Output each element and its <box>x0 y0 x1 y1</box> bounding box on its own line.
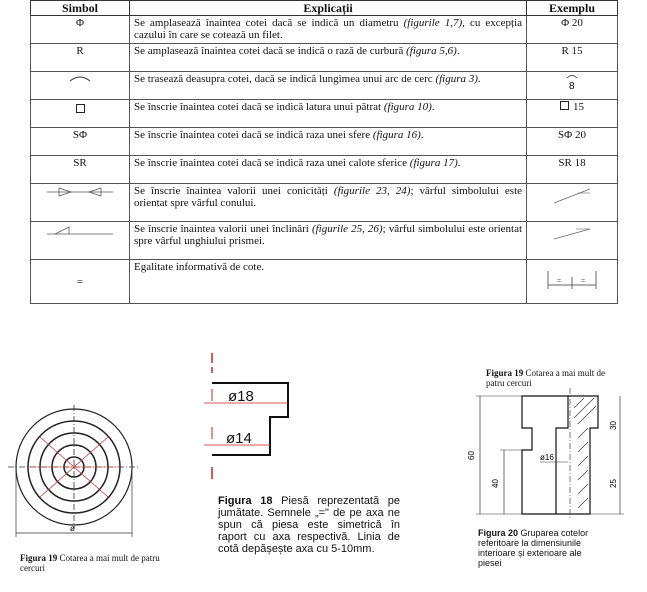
table-row <box>31 16 618 44</box>
symbol-cell <box>31 184 130 222</box>
example-cell <box>527 100 618 128</box>
explanation-cell: Se înscrie înaintea cotei dacă se indică raza unei sfere (figura 16). <box>130 128 527 156</box>
example-cell <box>527 222 618 260</box>
example-cell: R 15 <box>527 44 618 72</box>
fig20-dim-40: 40 <box>491 479 500 488</box>
fig20-dim-25: 25 <box>609 479 618 488</box>
table-row <box>31 156 618 184</box>
table-row <box>31 100 618 128</box>
example-cell: SR 18 <box>527 156 618 184</box>
equality-example-icon <box>546 267 598 293</box>
arc-example-icon <box>565 73 579 91</box>
figure-18-drawing <box>200 353 310 483</box>
svg-text:=: = <box>581 278 586 285</box>
inclination-symbol-icon <box>45 223 115 237</box>
header-symbol: Simbol <box>31 1 130 16</box>
fig19-dim-label: ø <box>70 524 75 533</box>
arc-symbol-icon <box>68 73 92 83</box>
figure-19-concentric-circles <box>0 405 160 547</box>
fig18-dim-top: ø18 <box>228 388 254 405</box>
square-symbol-icon <box>76 104 85 113</box>
example-cell <box>527 260 618 304</box>
fig20-dim-30: 30 <box>609 421 618 430</box>
example-cell: Φ 20 <box>527 16 618 44</box>
conicity-example-icon <box>550 185 594 207</box>
symbols-table <box>30 0 618 304</box>
table-header-row <box>31 1 618 16</box>
explanation-cell: Se înscrie înaintea valorii unei conicități (figurile 23, 24); vârful simbolului este orientat spre vârful conului. <box>130 184 527 222</box>
square-example-icon <box>560 101 569 110</box>
symbol-cell: Φ <box>31 16 130 44</box>
symbol-cell <box>31 72 130 100</box>
explanation-cell: Se amplasează înaintea cotei dacă se indică o rază de curbură (figura 5,6). <box>130 44 527 72</box>
example-cell <box>527 72 618 100</box>
table-row <box>31 184 618 222</box>
fig18-dim-bottom: ø14 <box>226 430 252 447</box>
explanation-cell: Se înscrie înaintea valorii unei înclinări (figurile 25, 26); vârful simbolului este orientat spre vârful unghiului prismei. <box>130 222 527 260</box>
fig20-dim-60: 60 <box>467 451 476 460</box>
explanation-cell: Se amplasează înaintea cotei dacă se indică un diametru (figurile 1,7), cu excepția cazului în care se cotează un filet. <box>130 16 527 44</box>
symbol-cell: SΦ <box>31 128 130 156</box>
figure-18-caption: Figura 18 Piesă reprezentată pe jumătate. Semnele „=" de pe axa ne spun că piesa este simetrică în raport cu axa respectivă. Linia de cotă depășește axa cu 5-10mm. <box>218 495 400 555</box>
table-row <box>31 72 618 100</box>
square-example-value: 15 <box>573 101 584 113</box>
explanation-cell: Se înscrie înaintea cotei dacă se indică latura unui pătrat (figura 10). <box>130 100 527 128</box>
header-example: Exemplu <box>527 1 618 16</box>
explanation-cell: Se trasează deasupra cotei, dacă se indică lungimea unui arc de cerc (figura 3). <box>130 72 527 100</box>
example-cell <box>527 184 618 222</box>
figure-20-drawing <box>467 388 640 520</box>
table-row <box>31 128 618 156</box>
svg-text:=: = <box>557 278 562 285</box>
symbol-cell <box>31 100 130 128</box>
inclination-example-icon <box>550 223 594 245</box>
figure-20-caption: Figura 20 Gruparea cotelor referitoare la dimensiunile interioare și exterioare ale piesei <box>478 528 589 568</box>
symbol-cell: SR <box>31 156 130 184</box>
explanation-cell: Egalitate informativă de cote. <box>130 260 527 304</box>
example-cell: SΦ 20 <box>527 128 618 156</box>
explanation-cell: Se înscrie înaintea cotei dacă se indică raza unei calote sferice (figura 17). <box>130 156 527 184</box>
fig20-dim-d16: ø16 <box>540 453 554 462</box>
figure-19-right-caption: Figura 19 Cotarea a mai mult de patru cercuri <box>486 368 605 388</box>
table-row <box>31 260 618 304</box>
symbol-cell: = <box>31 260 130 304</box>
table-row <box>31 44 618 72</box>
conicity-symbol-icon <box>45 185 115 199</box>
table-row <box>31 222 618 260</box>
symbol-cell <box>31 222 130 260</box>
header-explanation: Explicații <box>130 1 527 16</box>
arc-example-value: 8 <box>569 81 575 92</box>
figure-19-left-caption: Figura 19 Cotarea a mai mult de patru cercuri <box>20 553 160 573</box>
symbol-cell: R <box>31 44 130 72</box>
